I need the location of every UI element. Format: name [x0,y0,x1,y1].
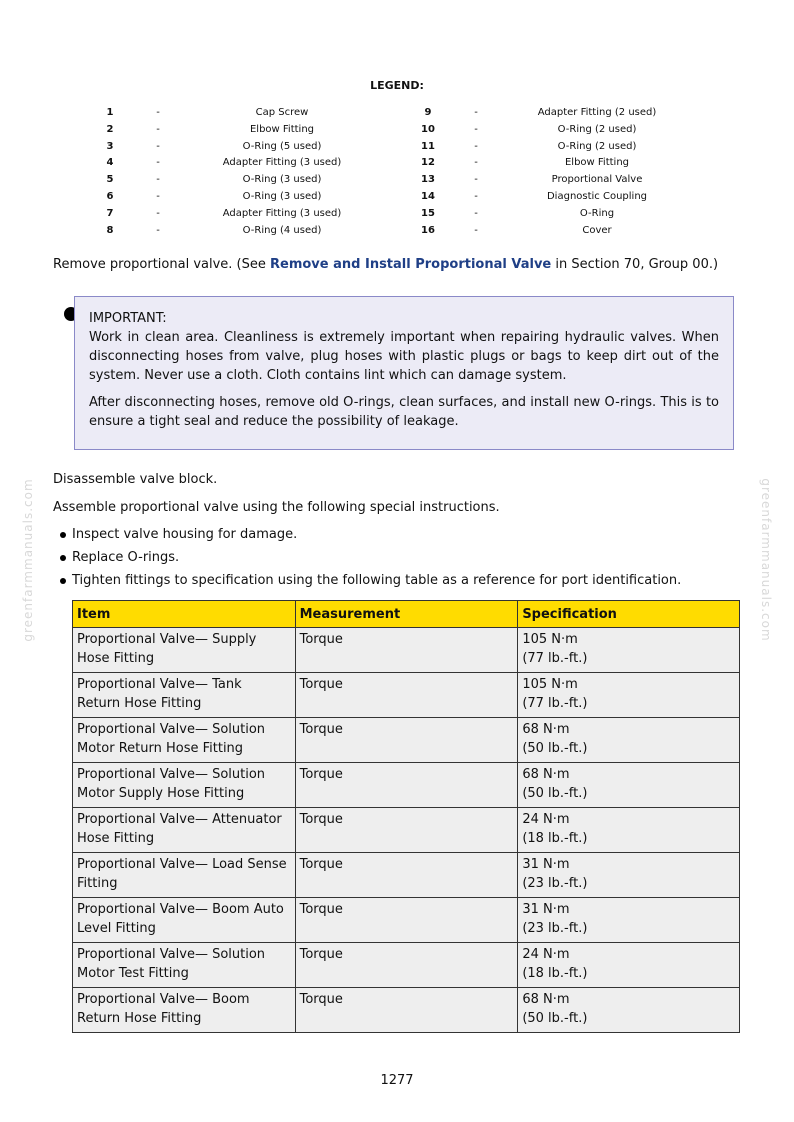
specification-cell [518,718,740,763]
legend-part-name: Proportional Valve [551,174,643,186]
legend-dash: - [156,207,160,219]
item-line-1: Proportional Valve— Solution [77,722,266,737]
list-item [58,571,681,594]
list-item-text: Replace O-rings. [72,550,180,565]
list-item-text: Inspect valve housing for damage. [72,527,298,542]
legend-number: 1 [106,107,114,118]
item-line-2: Hose Fitting [77,651,155,666]
spec-imperial: (50 lb.-ft.) [522,1011,588,1026]
specification-cell [518,808,740,853]
item-cell [73,943,296,988]
legend-row [90,155,690,172]
legend-part-name: Adapter Fitting (2 used) [537,107,657,118]
legend-number: 15 [421,207,435,219]
specification-cell [518,898,740,943]
specification-cell [518,673,740,718]
item-line-2: Level Fitting [77,921,156,936]
item-cell [73,718,296,763]
table-row [73,628,740,673]
legend-dash: - [474,174,478,186]
measurement-cell: Torque [295,763,518,808]
legend-row [90,172,690,189]
legend-row [90,206,690,223]
specification-cell [518,628,740,673]
spec-imperial: (18 lb.-ft.) [522,831,588,846]
legend-number: 4 [106,157,114,169]
table-row [73,853,740,898]
item-line-1: Proportional Valve— Attenuator [77,812,282,827]
legend-number: 10 [421,123,435,135]
legend-number: 3 [106,140,114,152]
item-line-1: Proportional Valve— Boom [77,992,250,1007]
legend-row [90,223,690,240]
legend-number: 11 [421,140,435,152]
instruction-list [58,525,681,594]
spec-metric: 68 N·m [522,722,570,737]
spec-imperial: (77 lb.-ft.) [522,696,588,711]
legend-dash: - [474,123,478,135]
legend-number: 12 [421,157,435,169]
legend-dash: - [474,224,478,236]
legend-part-name: O-Ring (3 used) [242,190,322,202]
bullet-icon [60,578,66,584]
legend-number: 14 [421,190,435,202]
table-header-row [73,601,740,628]
spec-imperial: (23 lb.-ft.) [522,921,588,936]
table-row [73,988,740,1033]
item-line-1: Proportional Valve— Load Sense [77,857,287,872]
measurement-cell: Torque [295,853,518,898]
item-line-2: Fitting [77,876,118,891]
item-line-2: Motor Test Fitting [77,966,189,981]
item-line-1: Proportional Valve— Solution [77,947,266,962]
item-cell [73,853,296,898]
legend-dash: - [156,224,160,236]
legend-number: 7 [106,207,114,219]
specification-cell [518,853,740,898]
header-item: Item [73,601,296,628]
important-heading: IMPORTANT: [89,311,167,326]
watermark-left: greenfarmmanuals.com [21,478,35,642]
legend-number: 16 [421,224,435,236]
legend-dash: - [156,190,160,202]
legend-dash: - [474,207,478,219]
item-line-2: Return Hose Fitting [77,696,202,711]
item-line-1: Proportional Valve— Solution [77,767,266,782]
remove-prefix: Remove proportional valve. (See [53,257,270,272]
legend-number: 13 [421,174,435,186]
item-cell [73,808,296,853]
table-row [73,808,740,853]
spec-imperial: (50 lb.-ft.) [522,741,588,756]
legend-row [90,122,690,139]
spec-metric: 68 N·m [522,992,570,1007]
item-cell [73,898,296,943]
legend-dash: - [474,157,478,169]
legend-row [90,189,690,206]
legend-part-name: Elbow Fitting [249,123,315,135]
legend-dash: - [156,174,160,186]
measurement-cell: Torque [295,988,518,1033]
table-row [73,763,740,808]
table-row [73,943,740,988]
item-line-2: Hose Fitting [77,831,155,846]
remove-instruction [53,256,718,274]
spec-metric: 31 N·m [522,857,570,872]
measurement-cell: Torque [295,673,518,718]
measurement-cell: Torque [295,808,518,853]
header-measurement: Measurement [295,601,518,628]
item-line-1: Proportional Valve— Tank [77,677,242,692]
assemble-instruction: Assemble proportional valve using the following special instructions. [53,500,500,515]
item-line-1: Proportional Valve— Boom Auto [77,902,284,917]
legend-dash: - [156,140,160,152]
table-row [73,673,740,718]
legend-table [90,105,690,239]
legend-number: 8 [106,224,114,236]
spec-imperial: (18 lb.-ft.) [522,966,588,981]
spec-metric: 105 N·m [522,677,578,692]
legend-number: 2 [106,123,114,135]
legend-dash: - [474,107,478,118]
header-specification: Specification [518,601,740,628]
item-line-1: Proportional Valve— Supply [77,632,257,647]
measurement-cell: Torque [295,898,518,943]
legend-title: LEGEND: [370,79,424,92]
legend-part-name: O-Ring (2 used) [557,123,637,135]
legend-part-name: Elbow Fitting [564,157,630,169]
remove-suffix: in Section 70, Group 00.) [551,257,719,272]
measurement-cell: Torque [295,943,518,988]
watermark-right: greenfarmmanuals.com [759,478,773,642]
remove-install-link[interactable]: Remove and Install Proportional Valve [270,257,552,272]
table-row [73,718,740,763]
item-cell [73,763,296,808]
legend-part-name: Diagnostic Coupling [546,190,648,202]
important-text-2: After disconnecting hoses, remove old O-rings, clean surfaces, and install new O-rings. This is to ensure a tight seal and reduce the possibility of leakage. [89,395,719,429]
bullet-icon [60,532,66,538]
legend-number: 9 [424,107,432,118]
specification-cell [518,988,740,1033]
spec-metric: 105 N·m [522,632,578,647]
legend-dash: - [156,123,160,135]
specification-cell [518,763,740,808]
disassemble-instruction: Disassemble valve block. [53,472,218,487]
item-cell [73,988,296,1033]
legend-part-name: Adapter Fitting (3 used) [222,157,342,169]
legend-part-name: Cover [582,224,612,236]
spec-metric: 68 N·m [522,767,570,782]
measurement-cell: Torque [295,628,518,673]
measurement-cell: Torque [295,718,518,763]
spec-imperial: (50 lb.-ft.) [522,786,588,801]
item-cell [73,673,296,718]
item-line-2: Return Hose Fitting [77,1011,202,1026]
table-row [73,898,740,943]
legend-part-name: O-Ring [579,207,615,219]
page-number: 1277 [380,1073,414,1088]
torque-spec-table [72,600,740,1033]
specification-cell [518,943,740,988]
legend-row [90,105,690,122]
legend-dash: - [474,140,478,152]
important-notice [74,296,734,450]
legend-part-name: O-Ring (5 used) [242,140,322,152]
legend-part-name: O-Ring (3 used) [242,174,322,186]
legend-number: 6 [106,190,114,202]
legend-part-name: O-Ring (4 used) [242,224,322,236]
legend-part-name: O-Ring (2 used) [557,140,637,152]
legend-dash: - [474,190,478,202]
legend-number: 5 [106,174,114,186]
spec-imperial: (77 lb.-ft.) [522,651,588,666]
item-cell [73,628,296,673]
legend-part-name: Adapter Fitting (3 used) [222,207,342,219]
spec-metric: 24 N·m [522,812,570,827]
bullet-icon [60,555,66,561]
list-item [58,548,681,571]
spec-metric: 24 N·m [522,947,570,962]
legend-part-name: Cap Screw [255,107,309,118]
item-line-2: Motor Supply Hose Fitting [77,786,245,801]
spec-metric: 31 N·m [522,902,570,917]
spec-imperial: (23 lb.-ft.) [522,876,588,891]
legend-dash: - [156,157,160,169]
legend-dash: - [156,107,160,118]
legend-row [90,139,690,156]
item-line-2: Motor Return Hose Fitting [77,741,244,756]
list-item [58,525,681,548]
list-item-text: Tighten fittings to specification using the following table as a reference for port identification. [72,573,682,588]
important-text-1: Work in clean area. Cleanliness is extremely important when repairing hydraulic valves. When disconnecting hoses from valve, plug hoses with plastic plugs or bags to keep dirt out of the system. Never use a cloth. Cloth contains lint which can damage system. [89,330,719,383]
